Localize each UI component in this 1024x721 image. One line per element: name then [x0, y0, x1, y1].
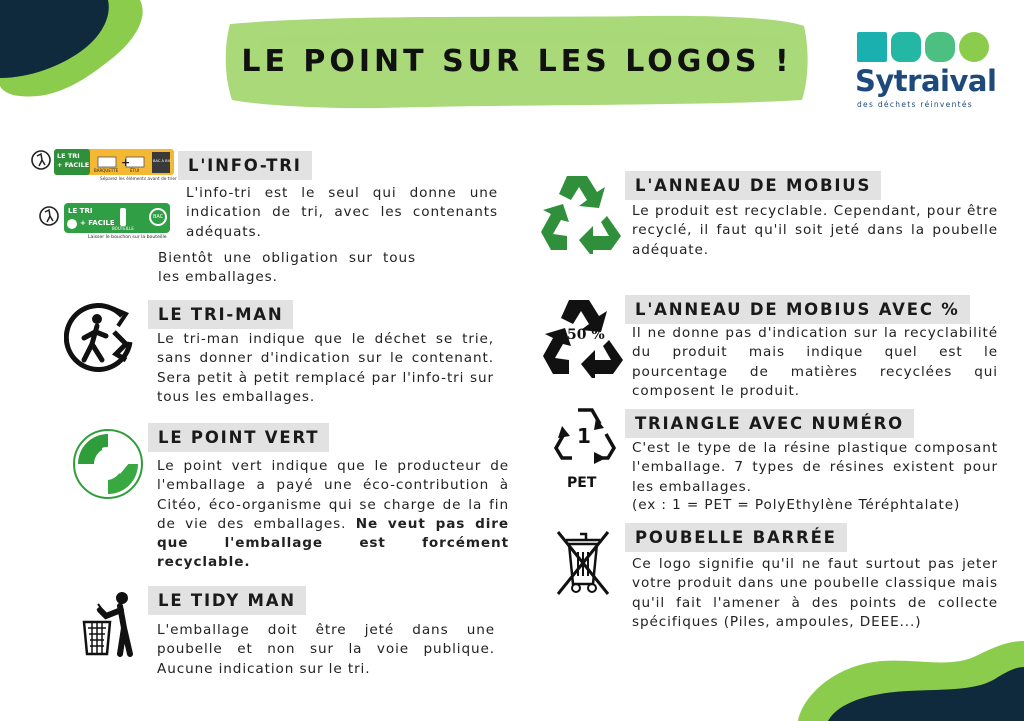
info-tri-text: L'info-tri est le seul qui donne une indication de tri, avec les contenants adéquats. [186, 185, 498, 240]
triman-mini-icon [32, 151, 50, 169]
triman-icon [64, 300, 140, 376]
mobius-percent-label: 50 % [567, 327, 605, 343]
page-title: LE POINT SUR LES LOGOS ! [241, 44, 793, 79]
badge-top-label2: + FACILE [57, 161, 90, 169]
point-vert-heading: LE POINT VERT [148, 423, 329, 452]
point-vert-text-bold: Ne veut pas dire que l'emballage est forcément recyclable. [157, 515, 509, 571]
poubelle-heading: POUBELLE BARRÉE [625, 523, 847, 552]
triman-heading: LE TRI-MAN [148, 300, 293, 329]
badge-top-note: Séparez les éléments avant de trier [100, 177, 177, 182]
triman-text: Le tri-man indique que le déchet se trie, sans donner d'indication sur le contenant. Sera petit à petit remplacé par l'info-tri sur tous les emballages. [157, 331, 494, 405]
badge-bottom-bin: BAC [153, 214, 164, 220]
tidy-man-text: L'emballage doit être jeté dans une poubelle et non sur la voie publique. Aucune indication sur le tri. [157, 622, 495, 677]
badge-top-item2: ÉTUI [130, 168, 140, 173]
mobius-percent-heading: L'ANNEAU DE MOBIUS AVEC % [625, 295, 970, 324]
badge-bottom-item: BOUTEILLE [112, 226, 134, 231]
poubelle-text: Ce logo signifie qu'il ne faut surtout pas jeter votre produit dans une poubelle classique mais qu'il fait l'amener à des points de collecte spécifiques (Piles, ampoules, DEEE...) [632, 556, 998, 630]
point-vert-icon [72, 428, 144, 500]
triman-mini-icon-2 [40, 207, 58, 225]
point-vert-text [157, 457, 509, 573]
badge-top-label1: LE TRI [57, 152, 80, 160]
top-left-decoration [0, 0, 150, 100]
page-title-banner [222, 12, 812, 110]
info-tri-text-2: Bientôt une obligation sur tous les emballages. [158, 250, 416, 286]
logo-shapes-icon [855, 30, 990, 64]
triangle-heading: TRIANGLE AVEC NUMÉRO [625, 409, 914, 438]
mobius-percent-icon [541, 296, 625, 378]
crossed-bin-icon [552, 526, 614, 598]
svg-text:+: + [121, 156, 131, 169]
badge-bottom-label2: + FACILE [80, 219, 115, 227]
resin-triangle-icon [548, 404, 622, 491]
tidy-man-heading: LE TIDY MAN [148, 586, 306, 615]
brand-name: Sytraival [855, 64, 997, 98]
sytraival-logo [855, 30, 997, 110]
resin-number: 1 [577, 424, 591, 448]
tidy-man-icon [80, 590, 136, 658]
badge-top-item1: BARQUETTE [94, 168, 119, 173]
badge-bottom-note: Laisser le bouchon sur la bouteille [88, 235, 167, 240]
info-tri-badge-bottom [38, 202, 172, 242]
bottom-right-decoration [798, 641, 1024, 721]
brand-tagline: des déchets réinventés [857, 100, 974, 109]
info-tri-badge-top [30, 148, 176, 184]
badge-top-bin: BAC À BIS [153, 159, 171, 163]
info-tri-heading: L'INFO-TRI [178, 151, 312, 180]
triangle-text: C'est le type de la résine plastique composant l'emballage. 7 types de résines existent pour les emballages. [632, 440, 998, 495]
resin-code-label: PET [567, 475, 597, 491]
mobius-percent-text: Il ne donne pas d'indication sur la recyclabilité du produit mais indique quel est le pourcentage de matières recyclées qui composent le produit. [632, 325, 998, 399]
mobius-heading: L'ANNEAU DE MOBIUS [625, 171, 881, 200]
mobius-text: Le produit est recyclable. Cependant, pour être recyclé, il faut qu'il soit jeté dans la poubelle adéquate. [632, 203, 998, 258]
mobius-loop-icon [537, 170, 625, 254]
badge-bottom-label1: LE TRI [68, 207, 93, 215]
triangle-text-2: (ex : 1 = PET = PolyEthylène Téréphtalate) [632, 497, 961, 513]
point-vert-text-main: Le point vert indique que le producteur de l'emballage a payé une éco-contribution à Citéo, éco-organisme qui se charge de la fin de vie des emballages. [157, 458, 509, 532]
